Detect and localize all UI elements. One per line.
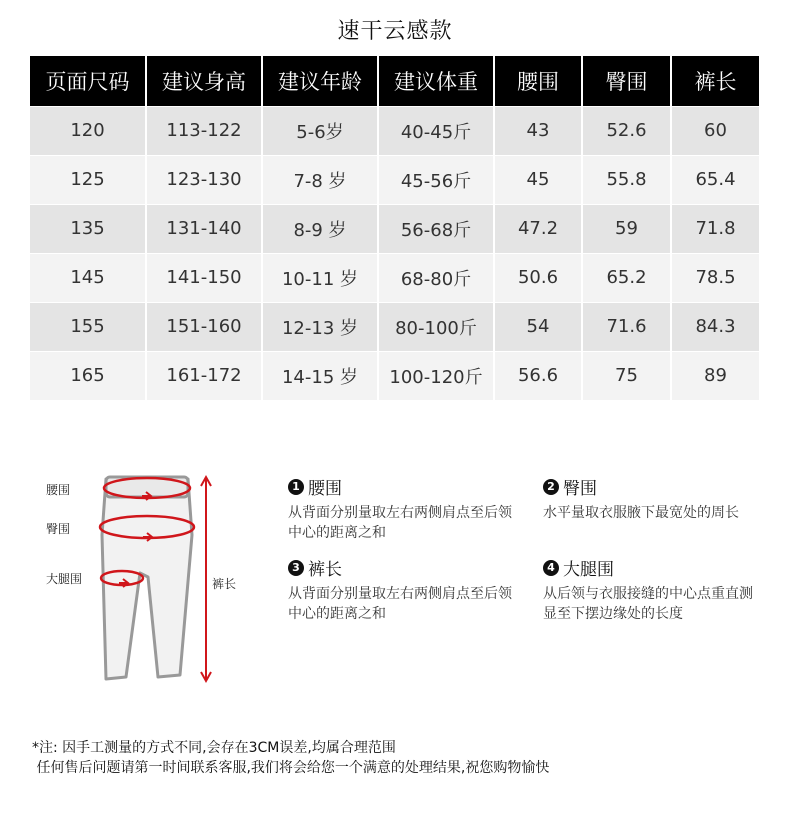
hip-label: 臀围 xyxy=(46,522,71,536)
table-cell: 155 xyxy=(30,302,146,351)
header-height: 建议身高 xyxy=(146,56,262,106)
desc-title: 腰围 xyxy=(308,479,342,499)
desc-thigh xyxy=(543,555,763,624)
size-table xyxy=(30,56,759,400)
desc-waist xyxy=(288,474,518,543)
table-cell: 113-122 xyxy=(146,106,262,155)
table-cell: 125 xyxy=(30,155,146,204)
table-row xyxy=(30,253,759,302)
table-cell: 141-150 xyxy=(146,253,262,302)
table-cell: 56-68斤 xyxy=(378,204,494,253)
table-cell: 123-130 xyxy=(146,155,262,204)
header-weight: 建议体重 xyxy=(378,56,494,106)
header-age: 建议年龄 xyxy=(262,56,378,106)
table-cell: 5-6岁 xyxy=(262,106,378,155)
waist-label: 腰围 xyxy=(46,483,71,497)
thigh-label: 大腿围 xyxy=(46,572,83,586)
table-cell: 40-45斤 xyxy=(378,106,494,155)
disclaimer-note xyxy=(32,738,549,778)
header-hip: 臀围 xyxy=(582,56,671,106)
number-2-icon: 2 xyxy=(543,479,559,495)
table-cell: 84.3 xyxy=(671,302,759,351)
table-header-row xyxy=(30,56,759,106)
header-length: 裤长 xyxy=(671,56,759,106)
table-cell: 59 xyxy=(582,204,671,253)
desc-title: 大腿围 xyxy=(563,560,614,580)
header-size: 页面尺码 xyxy=(30,56,146,106)
table-cell: 80-100斤 xyxy=(378,302,494,351)
table-cell: 71.8 xyxy=(671,204,759,253)
note-line-2: 任何售后问题请第一时间联系客服,我们将会给您一个满意的处理结果,祝您购物愉快 xyxy=(32,760,550,776)
note-line-1: *注: 因手工测量的方式不同,会存在3CM误差,均属合理范围 xyxy=(32,740,396,756)
table-cell: 14-15 岁 xyxy=(262,351,378,400)
table-cell: 68-80斤 xyxy=(378,253,494,302)
table-cell: 65.4 xyxy=(671,155,759,204)
table-cell: 100-120斤 xyxy=(378,351,494,400)
table-row xyxy=(30,302,759,351)
table-cell: 7-8 岁 xyxy=(262,155,378,204)
header-waist: 腰围 xyxy=(494,56,582,106)
table-cell: 71.6 xyxy=(582,302,671,351)
desc-title: 臀围 xyxy=(563,479,597,499)
table-cell: 145 xyxy=(30,253,146,302)
desc-text: 从后领与衣服接缝的中心点重直测显至下摆边缘处的长度 xyxy=(543,586,753,622)
table-cell: 161-172 xyxy=(146,351,262,400)
table-cell: 60 xyxy=(671,106,759,155)
table-row xyxy=(30,155,759,204)
desc-text: 从背面分别量取左右两侧肩点至后领中心的距离之和 xyxy=(288,586,512,622)
table-cell: 165 xyxy=(30,351,146,400)
desc-title: 裤长 xyxy=(308,560,342,580)
table-cell: 131-140 xyxy=(146,204,262,253)
table-cell: 45-56斤 xyxy=(378,155,494,204)
desc-length xyxy=(288,555,518,624)
pants-measurement-diagram xyxy=(30,465,260,695)
desc-hip xyxy=(543,474,763,523)
table-cell: 45 xyxy=(494,155,582,204)
page-title: 速干云感款 xyxy=(337,19,453,44)
table-cell: 89 xyxy=(671,351,759,400)
table-row xyxy=(30,106,759,155)
number-1-icon: 1 xyxy=(288,479,304,495)
table-cell: 135 xyxy=(30,204,146,253)
length-label: 裤长 xyxy=(212,577,237,591)
table-cell: 78.5 xyxy=(671,253,759,302)
table-cell: 52.6 xyxy=(582,106,671,155)
table-cell: 54 xyxy=(494,302,582,351)
table-row xyxy=(30,204,759,253)
table-cell: 10-11 岁 xyxy=(262,253,378,302)
table-cell: 12-13 岁 xyxy=(262,302,378,351)
table-cell: 151-160 xyxy=(146,302,262,351)
table-cell: 56.6 xyxy=(494,351,582,400)
number-4-icon: 4 xyxy=(543,560,559,576)
desc-text: 从背面分别量取左右两侧肩点至后领中心的距离之和 xyxy=(288,505,512,541)
table-row xyxy=(30,351,759,400)
table-cell: 75 xyxy=(582,351,671,400)
table-cell: 50.6 xyxy=(494,253,582,302)
desc-text: 水平量取衣服腋下最宽处的周长 xyxy=(543,505,739,521)
table-cell: 8-9 岁 xyxy=(262,204,378,253)
table-cell: 65.2 xyxy=(582,253,671,302)
table-cell: 43 xyxy=(494,106,582,155)
table-cell: 47.2 xyxy=(494,204,582,253)
table-cell: 55.8 xyxy=(582,155,671,204)
table-cell: 120 xyxy=(30,106,146,155)
number-3-icon: 3 xyxy=(288,560,304,576)
